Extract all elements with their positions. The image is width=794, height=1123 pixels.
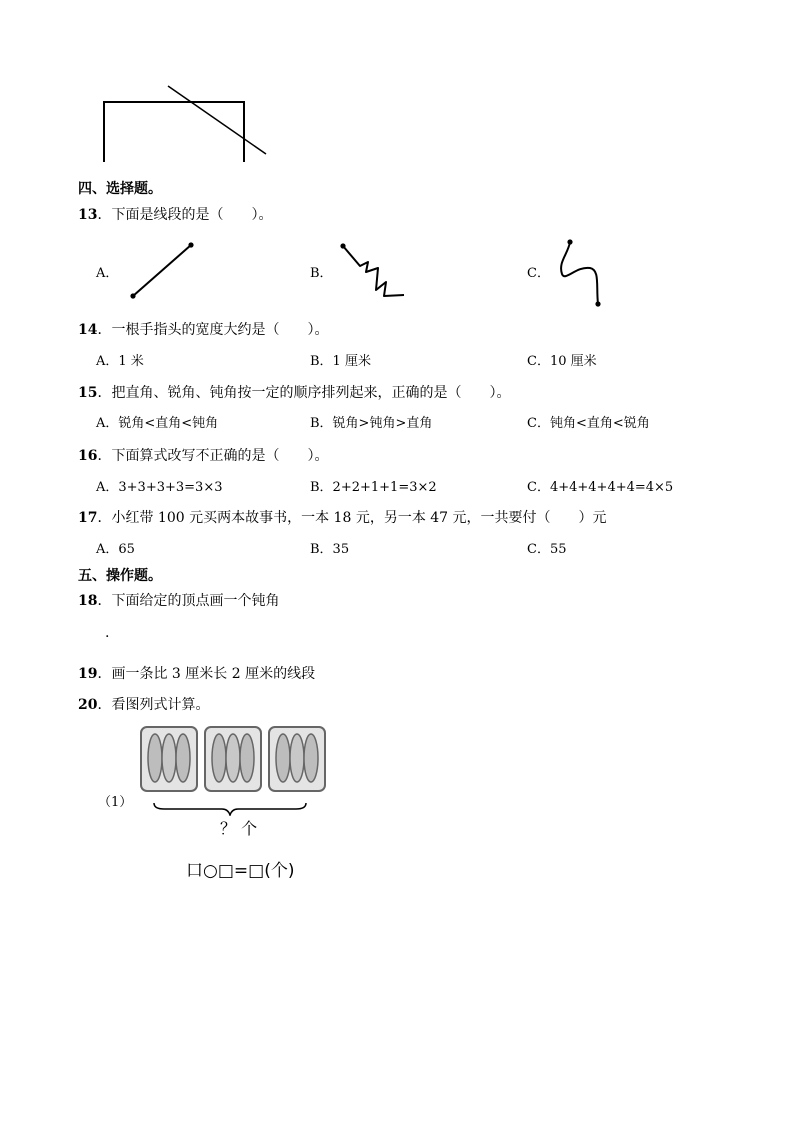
tray-image	[204, 726, 262, 792]
q13-figure-b-zigzag	[338, 240, 408, 302]
q16-option-c: C．4+4+4+4+4=4×5	[527, 480, 674, 495]
sub-question-label: （1）	[98, 795, 133, 810]
question-13	[78, 206, 272, 224]
curly-brace	[150, 800, 310, 816]
q16-option-a: A．3+3+3+3=3×3	[96, 480, 223, 495]
question-text: ．下面是线段的是（ ）。	[97, 207, 273, 223]
q16-option-b: B．2+2+1+1=3×2	[310, 480, 437, 495]
q15-option-c: C．钝角<直角<锐角	[527, 416, 650, 431]
formula: 口○□=□(个)	[186, 861, 295, 881]
question-number: 13	[78, 207, 98, 223]
question-text: ．把直角、锐角、钝角按一定的顺序排列起来，正确的是（ ）。	[97, 385, 511, 401]
question-19	[78, 665, 315, 683]
question-14	[78, 321, 328, 339]
question-text: ．一根手指头的宽度大约是（ ）。	[97, 322, 329, 338]
vertex-dot: .	[105, 625, 110, 641]
q17-option-b: B．35	[310, 542, 350, 557]
question-text: ．小红带 100 元买两本故事书，一本 18 元，另一本 47 元，一共要付（ ）元	[97, 510, 607, 526]
q17-option-c: C．55	[527, 542, 567, 557]
q15-option-a: A．锐角<直角<钝角	[96, 416, 219, 431]
question-text: ．看图列式计算。	[97, 697, 210, 713]
q13-option-c: C．	[527, 266, 550, 281]
rectangle-line-figure	[100, 82, 270, 162]
question-18	[78, 592, 279, 610]
tray-image	[268, 726, 326, 792]
question-16	[78, 447, 328, 465]
q14-option-c: C．10 厘米	[527, 354, 597, 369]
q17-option-a: A．65	[96, 542, 135, 557]
q13-option-a: A．	[96, 266, 119, 281]
q14-option-a: A．1 米	[96, 354, 144, 369]
question-number: 15	[78, 385, 98, 401]
q14-option-b: B．1 厘米	[310, 354, 371, 369]
question-number: 20	[78, 697, 98, 713]
q13-figure-a-segment	[126, 240, 196, 302]
question-text: ．下面给定的顶点画一个钝角	[97, 593, 280, 609]
section-operation-title: 五、操作题。	[78, 568, 162, 584]
question-number: 18	[78, 593, 98, 609]
q13-figure-c-curve	[556, 236, 608, 310]
brace-label: ？ 个	[220, 819, 258, 838]
q13-option-b: B．	[310, 266, 333, 281]
question-text: ．下面算式改写不正确的是（ ）。	[97, 448, 329, 464]
q15-option-b: B．锐角>钝角>直角	[310, 416, 433, 431]
section-choice-title: 四、选择题。	[78, 181, 162, 197]
question-number: 16	[78, 448, 98, 464]
question-15	[78, 384, 510, 402]
question-20	[78, 696, 209, 714]
question-text: ．画一条比 3 厘米长 2 厘米的线段	[97, 666, 316, 682]
question-number: 14	[78, 322, 98, 338]
question-number: 17	[78, 510, 98, 526]
tray-image	[140, 726, 198, 792]
question-number: 19	[78, 666, 98, 682]
question-17	[78, 509, 607, 527]
